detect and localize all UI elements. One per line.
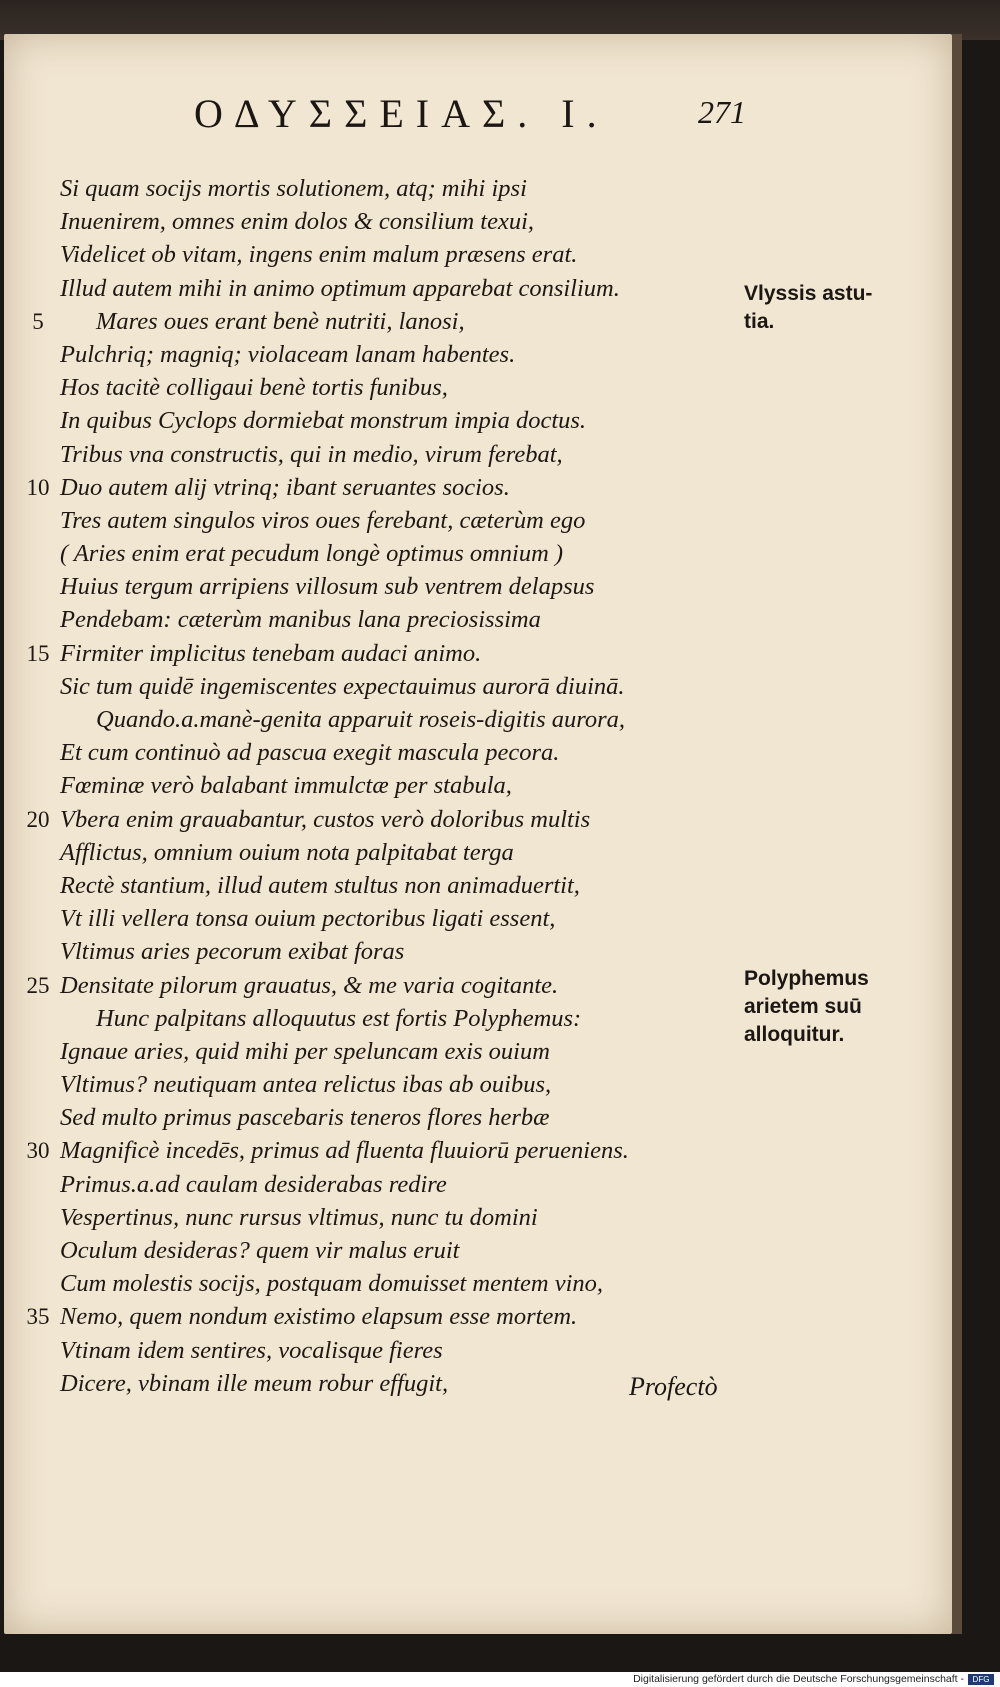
verse-line <box>24 902 729 935</box>
verse-text: Tres autem singulos viros oues ferebant, cæterùm ego <box>60 506 586 534</box>
marginal-note-line: Polyphemus <box>744 967 869 990</box>
marginal-note-line: alloquitur. <box>744 1023 845 1046</box>
verse-text: Vespertinus, nunc rursus vltimus, nunc tu domini <box>60 1203 538 1231</box>
verse-text: Dicere, vbinam ille meum robur effugit, <box>60 1369 449 1397</box>
verse-line <box>24 703 729 736</box>
verse-line <box>24 172 729 205</box>
marginal-note-line: arietem suū <box>744 995 862 1018</box>
verse-text: Sed multo primus pascebaris teneros flores herbæ <box>60 1104 550 1132</box>
page-number: 271 <box>698 94 746 130</box>
verse-text: Illud autem mihi in animo optimum apparebat consilium. <box>60 274 620 302</box>
verse-text: Huius tergum arripiens villosum sub ventrem delapsus <box>60 573 595 601</box>
verse-line <box>24 736 729 769</box>
marginal-note-line: tia. <box>744 310 775 333</box>
verse-text: Quando.a.manè-genita apparuit roseis-digitis aurora, <box>96 706 626 733</box>
verse-line <box>24 305 729 338</box>
verse-line <box>24 1101 729 1134</box>
verse-line <box>24 238 729 271</box>
verse-line <box>24 603 729 636</box>
page-edge-shadow <box>952 34 962 1634</box>
verse-text: ( Aries enim erat pecudum longè optimus omnium ) <box>60 540 564 568</box>
verse-line <box>24 670 729 703</box>
verse-text: Afflictus, omnium ouium nota palpitabat terga <box>60 838 514 866</box>
verse-text: Fœminæ verò balabant immulctæ per stabula, <box>60 772 512 800</box>
verse-line <box>24 769 729 802</box>
verse-text: Vltimus aries pecorum exibat foras <box>60 938 405 966</box>
verse-line <box>24 504 729 537</box>
verse-text: Magnificè incedēs, primus ad fluenta fluuiorū perueniens. <box>60 1137 629 1165</box>
verse-text: Pulchriq; magniq; violaceam lanam habentes. <box>60 340 516 368</box>
verse-line <box>24 205 729 238</box>
line-number: 5 <box>32 308 44 334</box>
verse-text: Hos tacitè colligaui benè tortis funibus, <box>60 374 448 402</box>
line-number: 10 <box>26 474 50 500</box>
verse-text: In quibus Cyclops dormiebat monstrum impia doctus. <box>60 407 587 435</box>
verse-text: Videlicet ob vitam, ingens enim malum præsens erat. <box>60 241 578 269</box>
verse-text-block <box>24 172 729 1400</box>
line-number: 30 <box>26 1138 50 1164</box>
verse-line <box>24 1234 729 1267</box>
marginal-note-polyphemus <box>744 965 914 1049</box>
verse-text: Firmiter implicitus tenebam audaci animo. <box>60 639 482 667</box>
line-number: 15 <box>26 640 50 666</box>
verse-line <box>24 1267 729 1300</box>
line-number: 20 <box>26 806 50 832</box>
verse-line <box>24 637 729 670</box>
verse-text: Ignaue aries, quid mihi per speluncam exis ouium <box>60 1037 550 1065</box>
marginal-note-vlyssis <box>744 280 904 336</box>
verse-line <box>24 1201 729 1234</box>
verse-text: Pendebam: cæterùm manibus lana preciosissima <box>60 606 541 634</box>
line-number: 25 <box>26 972 50 998</box>
verse-text: Et cum continuò ad pascua exegit mascula pecora. <box>60 739 560 767</box>
verse-line <box>24 537 729 570</box>
verse-line <box>24 1300 729 1333</box>
marginal-note-line: Vlyssis astu- <box>744 282 873 305</box>
verse-text: Sic tum quidē ingemiscentes expectauimus aurorā diuinā. <box>60 672 625 700</box>
verse-text: Vltimus? neutiquam antea relictus ibas ab ouibus, <box>60 1071 552 1099</box>
verse-line <box>24 1168 729 1201</box>
verse-line <box>24 272 729 305</box>
verse-line <box>24 935 729 968</box>
verse-line <box>24 1035 729 1068</box>
verse-line <box>24 1367 729 1400</box>
verse-text: Oculum desideras? quem vir malus eruit <box>60 1237 460 1264</box>
line-number: 35 <box>26 1304 50 1330</box>
verse-text: Densitate pilorum grauatus, & me varia cogitante. <box>60 971 559 999</box>
dfg-logo: DFG <box>968 1674 994 1685</box>
verse-line <box>24 1334 729 1367</box>
verse-line <box>24 338 729 371</box>
verse-line <box>24 371 729 404</box>
verse-line <box>24 1068 729 1101</box>
verse-line <box>24 869 729 902</box>
verse-text: Tribus vna constructis, qui in medio, virum ferebat, <box>60 440 563 468</box>
verse-text: Vbera enim grauabantur, custos verò doloribus multis <box>60 805 591 833</box>
catchword: Profectò <box>629 1372 718 1401</box>
digitization-footer <box>0 1672 1000 1687</box>
book-page <box>4 34 952 1634</box>
verse-line <box>24 570 729 603</box>
verse-text: Rectè stantium, illud autem stultus non animaduertit, <box>60 871 580 899</box>
running-head: ΟΔΥΣΣΕΙΑΣ. Ι. <box>194 91 609 136</box>
verse-text: Nemo, quem nondum existimo elapsum esse mortem. <box>60 1303 578 1331</box>
verse-line <box>24 969 729 1002</box>
verse-line <box>24 803 729 836</box>
verse-line <box>24 1134 729 1167</box>
verse-line <box>24 471 729 504</box>
verse-line <box>24 438 729 471</box>
verse-text: Vt illi vellera tonsa ouium pectoribus ligati essent, <box>60 905 556 933</box>
verse-text: Primus.a.ad caulam desiderabas redire <box>60 1170 447 1198</box>
footer-credit: Digitalisierung gefördert durch die Deutsche Forschungsgemeinschaft - <box>633 1673 964 1685</box>
verse-text: Si quam socijs mortis solutionem, atq; mihi ipsi <box>60 175 527 202</box>
verse-line <box>24 404 729 437</box>
verse-text: Duo autem alij vtrinq; ibant seruantes socios. <box>60 473 510 501</box>
verse-line <box>24 836 729 869</box>
verse-text: Cum molestis socijs, postquam domuisset mentem vino, <box>60 1270 604 1298</box>
verse-text: Mares oues erant benè nutriti, lanosi, <box>96 307 465 335</box>
verse-text: Hunc palpitans alloquutus est fortis Polyphemus: <box>96 1004 582 1032</box>
verse-text: Vtinam idem sentires, vocalisque fieres <box>60 1336 443 1364</box>
verse-text: Inuenirem, omnes enim dolos & consilium texui, <box>60 208 535 236</box>
verse-line <box>24 1002 729 1035</box>
